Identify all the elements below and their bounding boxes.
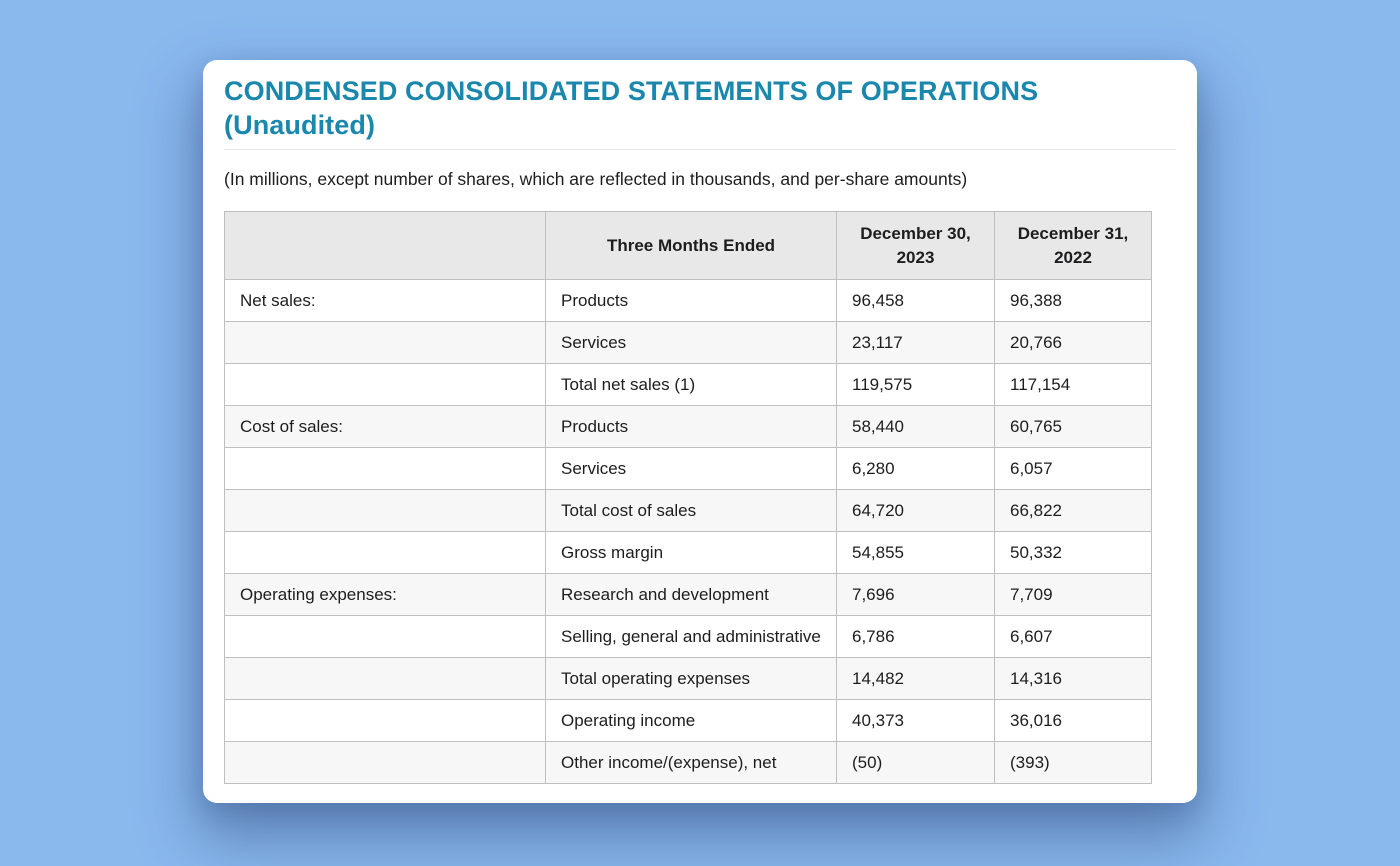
value-2022-cell: 50,332: [995, 532, 1152, 574]
operations-statement-table: [224, 211, 1152, 784]
table-row: [225, 322, 1152, 364]
value-2022-cell: 6,057: [995, 448, 1152, 490]
statement-card: [203, 60, 1197, 803]
line-item-cell: Total operating expenses: [546, 658, 837, 700]
value-2023-cell: 14,482: [837, 658, 995, 700]
line-item-cell: Gross margin: [546, 532, 837, 574]
header-cell-empty: [225, 212, 546, 280]
table-header: [225, 212, 1152, 280]
line-item-cell: Research and development: [546, 574, 837, 616]
value-2023-cell: 40,373: [837, 700, 995, 742]
value-2022-cell: 20,766: [995, 322, 1152, 364]
header-cell-dec30-2023: December 30, 2023: [837, 212, 995, 280]
line-item-cell: Products: [546, 280, 837, 322]
value-2023-cell: 96,458: [837, 280, 995, 322]
statement-title: [224, 74, 1176, 142]
line-item-cell: Total net sales (1): [546, 364, 837, 406]
value-2022-cell: 117,154: [995, 364, 1152, 406]
line-item-cell: Products: [546, 406, 837, 448]
value-2022-cell: 7,709: [995, 574, 1152, 616]
heading-divider: [224, 149, 1176, 150]
group-label-cell: Net sales:: [225, 280, 546, 322]
group-label-cell: [225, 448, 546, 490]
group-label-cell: [225, 490, 546, 532]
table-row: [225, 448, 1152, 490]
table-row: [225, 364, 1152, 406]
value-2023-cell: 58,440: [837, 406, 995, 448]
group-label-cell: Cost of sales:: [225, 406, 546, 448]
table-row: [225, 742, 1152, 784]
value-2023-cell: (50): [837, 742, 995, 784]
line-item-cell: Total cost of sales: [546, 490, 837, 532]
table-row: [225, 574, 1152, 616]
value-2023-cell: 6,786: [837, 616, 995, 658]
table-row: [225, 700, 1152, 742]
group-label-cell: [225, 742, 546, 784]
table-body: [225, 280, 1152, 784]
table-row: [225, 280, 1152, 322]
units-note: (In millions, except number of shares, which are reflected in thousands, and per-share amounts): [224, 169, 968, 189]
table-row: [225, 616, 1152, 658]
table-row: [225, 658, 1152, 700]
value-2023-cell: 54,855: [837, 532, 995, 574]
header-cell-dec31-2022: December 31, 2022: [995, 212, 1152, 280]
group-label-cell: [225, 364, 546, 406]
value-2022-cell: 14,316: [995, 658, 1152, 700]
line-item-cell: Other income/(expense), net: [546, 742, 837, 784]
value-2023-cell: 23,117: [837, 322, 995, 364]
table-header-row: [225, 212, 1152, 280]
value-2022-cell: 36,016: [995, 700, 1152, 742]
group-label-cell: Operating expenses:: [225, 574, 546, 616]
value-2023-cell: 64,720: [837, 490, 995, 532]
table-row: [225, 406, 1152, 448]
value-2022-cell: 60,765: [995, 406, 1152, 448]
value-2023-cell: 119,575: [837, 364, 995, 406]
value-2022-cell: (393): [995, 742, 1152, 784]
table-row: [225, 490, 1152, 532]
statement-title-line2: (Unaudited): [224, 110, 376, 140]
group-label-cell: [225, 322, 546, 364]
value-2023-cell: 6,280: [837, 448, 995, 490]
group-label-cell: [225, 658, 546, 700]
statement-title-line1: CONDENSED CONSOLIDATED STATEMENTS OF OPERATIONS: [224, 76, 1039, 106]
line-item-cell: Services: [546, 448, 837, 490]
value-2022-cell: 66,822: [995, 490, 1152, 532]
value-2023-cell: 7,696: [837, 574, 995, 616]
table-row: [225, 532, 1152, 574]
header-cell-period: Three Months Ended: [546, 212, 837, 280]
line-item-cell: Services: [546, 322, 837, 364]
group-label-cell: [225, 700, 546, 742]
line-item-cell: Operating income: [546, 700, 837, 742]
value-2022-cell: 6,607: [995, 616, 1152, 658]
value-2022-cell: 96,388: [995, 280, 1152, 322]
group-label-cell: [225, 616, 546, 658]
line-item-cell: Selling, general and administrative: [546, 616, 837, 658]
group-label-cell: [225, 532, 546, 574]
